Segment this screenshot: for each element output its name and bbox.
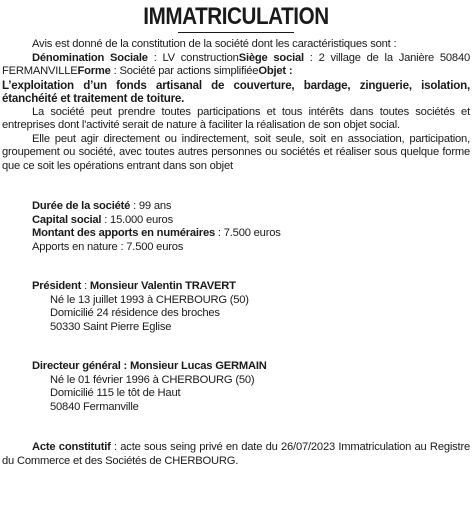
apports-nature-text: Apports en nature : 7.500 euros (32, 240, 184, 253)
spacer (2, 414, 470, 441)
forme-value: : Société par actions simplifiée (110, 65, 259, 77)
spacer (2, 173, 470, 200)
apports-numeraires-label: Montant des apports en numéraires (32, 227, 216, 239)
objet-paragraph (2, 79, 470, 106)
agir-text: Elle peut agir directement ou indirectement, soit seule, soit en association, participation, groupement ou société, avec toutes autres personnes ou sociétés et réaliser sous quelque forme que ce soit les opérations entrant dans son objet (2, 132, 470, 172)
agir-paragraph (2, 133, 470, 174)
acte-label: Acte constitutif (32, 441, 111, 453)
objet-text: L’exploitation d’un fonds artisanal de couverture, bardage, zinguerie, isolation, étanchéité et traitement de toiture. (2, 78, 470, 105)
dg-birth-line: Né le 01 février 1996 à CHERBOURG (50) (50, 373, 255, 386)
president-label: Président (32, 280, 82, 292)
spacer (2, 254, 470, 280)
participations-paragraph (2, 106, 470, 133)
objet-label: Objet : (258, 65, 293, 77)
duree-line (2, 200, 470, 214)
directeur-general-line: Directeur général : Monsieur Lucas GERMAIN (32, 360, 267, 372)
dg-address-line: Domicilié 115 le tôt de Haut (50, 387, 181, 399)
acte-value: : acte sous seing privé en date du 26/07/2023 Immatriculation au Registre du Commerce et des Sociétés de CHERBOURG. (2, 441, 470, 467)
duree-value: : 99 ans (130, 200, 172, 212)
participations-text: La société peut prendre toutes participations et tous intérêts dans toutes sociétés et entreprises dont l'activité serait de nature à faciliter la réalisation de son objet social. (2, 105, 470, 131)
intro-text: Avis est donné de la constitution de la société dont les caractéristiques sont : (32, 38, 397, 50)
president-line (2, 280, 470, 294)
dg-city-line: 50840 Fermanville (50, 400, 139, 413)
denomination-value: : LV construction (147, 51, 239, 64)
spacer (2, 334, 470, 360)
intro-paragraph (2, 38, 470, 52)
president-separator: : (81, 280, 90, 292)
siege-value: : 2 village de la Janière 50840 FERMANVILLE (2, 51, 470, 77)
apports-numeraires-line (2, 227, 470, 241)
president-birth-line: Né le 13 juillet 1993 à CHERBOURG (50) (50, 293, 249, 306)
notice-title: IMMATRICULATION (143, 3, 329, 30)
forme-label: Forme (77, 65, 111, 77)
apports-nature-line (2, 241, 470, 255)
capital-label: Capital social (32, 213, 102, 226)
apports-numeraires-value: : 7.500 euros (215, 227, 281, 239)
capital-value: : 15.000 euros (101, 213, 173, 226)
president-name: Monsieur Valentin TRAVERT (89, 280, 236, 292)
capital-line (2, 214, 470, 228)
president-city-line: 50330 Saint Pierre Eglise (50, 320, 172, 333)
title-underline (178, 32, 294, 33)
company-identity-paragraph (2, 52, 470, 79)
president-address-line: Domicilié 24 résidence des broches (50, 307, 220, 319)
notice-body (2, 38, 470, 468)
denomination-label: Dénomination Sociale (32, 51, 148, 64)
acte-paragraph (2, 441, 470, 468)
siege-label: Siège social (238, 51, 304, 64)
duree-label: Durée de la société (32, 200, 131, 212)
